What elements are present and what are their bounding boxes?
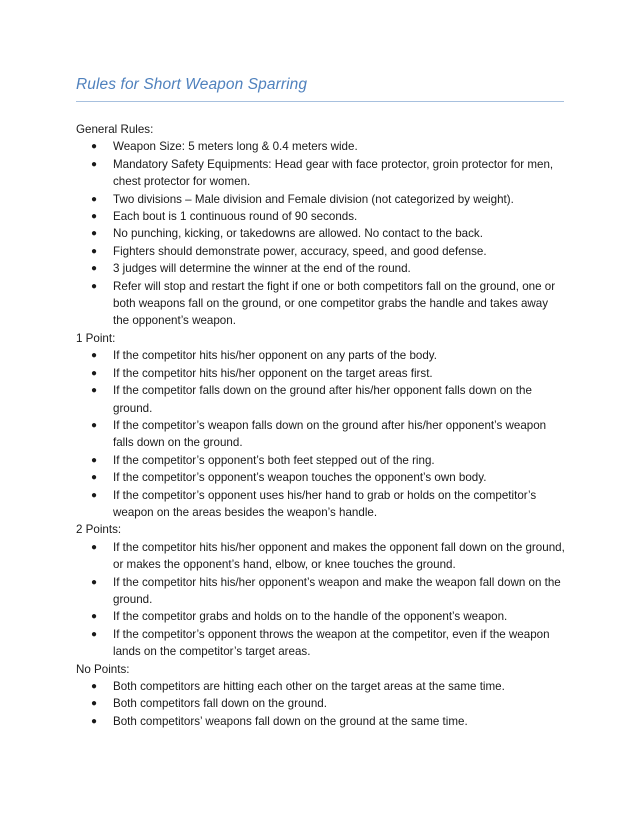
bullet-icon: ● bbox=[91, 245, 98, 257]
list-item bbox=[76, 678, 566, 695]
section-heading: General Rules: bbox=[76, 123, 154, 136]
rule-text: If the competitor’s opponent’s both feet stepped out of the ring. bbox=[113, 453, 435, 467]
list-item bbox=[76, 695, 566, 712]
bullet-icon: ● bbox=[91, 367, 98, 379]
list-item bbox=[76, 539, 566, 574]
bullet-icon: ● bbox=[91, 541, 98, 553]
list-item bbox=[76, 469, 566, 486]
bullet-icon: ● bbox=[91, 454, 98, 466]
bullet-icon: ● bbox=[91, 472, 98, 484]
bullet-icon: ● bbox=[91, 193, 98, 205]
bullet-icon: ● bbox=[91, 681, 98, 692]
rule-text: Mandatory Safety Equipments: Head gear with face protector, groin protector for men, chest protector for women. bbox=[113, 157, 554, 189]
rule-text: If the competitor’s opponent’s weapon touches the opponent’s own body. bbox=[113, 471, 487, 485]
bullet-icon: ● bbox=[91, 611, 98, 623]
rule-text: Refer will stop and restart the fight if one or both competitors fall on the ground, one or both weapons fall on the ground, or one competitor grabs the handle and takes away the opponent’s weapon. bbox=[113, 279, 556, 328]
list-item bbox=[76, 347, 566, 364]
rule-text: Both competitors fall down on the ground. bbox=[113, 697, 327, 711]
list-item bbox=[76, 574, 566, 609]
list-item bbox=[76, 382, 566, 417]
bullet-icon: ● bbox=[91, 350, 98, 362]
bullet-icon: ● bbox=[91, 489, 98, 501]
bullet-icon: ● bbox=[91, 263, 98, 275]
bullet-icon: ● bbox=[91, 698, 98, 710]
bullet-icon: ● bbox=[91, 280, 98, 292]
bullet-icon: ● bbox=[91, 228, 98, 240]
section-one-point bbox=[76, 330, 566, 521]
rule-text: If the competitor hits his/her opponent on any parts of the body. bbox=[113, 349, 437, 363]
list-item bbox=[76, 225, 566, 242]
rule-text: Each bout is 1 continuous round of 90 seconds. bbox=[113, 210, 358, 224]
list-item bbox=[76, 608, 566, 625]
rule-text: If the competitor hits his/her opponent on the target areas first. bbox=[113, 366, 433, 380]
list-item bbox=[76, 278, 566, 330]
list-item bbox=[76, 191, 566, 208]
bullet-icon: ● bbox=[91, 628, 98, 640]
rule-text: If the competitor’s opponent throws the weapon at the competitor, even if the weapon lands on the competitor’s target areas. bbox=[113, 627, 550, 659]
bullet-icon: ● bbox=[91, 419, 98, 431]
rule-text: Fighters should demonstrate power, accuracy, speed, and good defense. bbox=[113, 244, 487, 258]
title-underline-divider bbox=[76, 101, 564, 102]
rule-text: If the competitor hits his/her opponent’s weapon and make the weapon fall down on the ground. bbox=[113, 575, 561, 606]
rule-text: Two divisions – Male division and Female division (not categorized by weight). bbox=[113, 192, 514, 206]
rule-text: If the competitor’s opponent uses his/her hand to grab or holds on the competitor’s weapon on the areas besides the weapon’s handle. bbox=[113, 488, 537, 519]
bullet-icon: ● bbox=[91, 576, 98, 588]
rule-text: Both competitors’ weapons fall down on the ground at the same time. bbox=[113, 714, 468, 728]
rule-text: Both competitors are hitting each other on the target areas at the same time. bbox=[113, 680, 505, 693]
section-two-points bbox=[76, 521, 566, 660]
rule-text: If the competitor hits his/her opponent and makes the opponent fall down on the ground, or makes the opponent’s hand, elbow, or knee touches the ground. bbox=[113, 540, 565, 572]
section-general-rules bbox=[76, 121, 566, 330]
bullet-icon: ● bbox=[91, 715, 98, 727]
list-item bbox=[76, 138, 566, 155]
section-no-points bbox=[76, 661, 566, 731]
rule-list bbox=[76, 539, 566, 661]
list-item bbox=[76, 208, 566, 225]
rule-text: No punching, kicking, or takedowns are allowed. No contact to the back. bbox=[113, 227, 483, 241]
rule-text: Weapon Size: 5 meters long & 0.4 meters wide. bbox=[113, 140, 358, 154]
bullet-icon: ● bbox=[91, 211, 98, 223]
rule-list bbox=[76, 678, 566, 730]
list-item bbox=[76, 260, 566, 277]
list-item bbox=[76, 487, 566, 522]
list-item bbox=[76, 243, 566, 260]
list-item bbox=[76, 417, 566, 452]
bullet-icon: ● bbox=[91, 385, 98, 397]
list-item bbox=[76, 626, 566, 661]
list-item bbox=[76, 365, 566, 382]
section-heading: 2 Points: bbox=[76, 523, 122, 537]
section-heading: No Points: bbox=[76, 662, 130, 676]
list-item bbox=[76, 452, 566, 469]
rule-text: If the competitor’s weapon falls down on the ground after his/her opponent’s weapon falls down on the ground. bbox=[113, 418, 547, 450]
bullet-icon: ● bbox=[91, 141, 98, 153]
document-title: Rules for Short Weapon Sparring bbox=[76, 76, 308, 93]
list-item bbox=[76, 156, 566, 191]
rule-list bbox=[76, 138, 566, 329]
rule-list bbox=[76, 347, 566, 521]
section-heading: 1 Point: bbox=[76, 331, 116, 345]
rule-text: If the competitor grabs and holds on to the handle of the opponent’s weapon. bbox=[113, 610, 508, 624]
document-body bbox=[76, 121, 566, 730]
list-item bbox=[76, 713, 566, 730]
rule-text: If the competitor falls down on the ground after his/her opponent falls down on the ground. bbox=[113, 384, 532, 415]
rule-text: 3 judges will determine the winner at the end of the round. bbox=[113, 262, 411, 276]
bullet-icon: ● bbox=[91, 158, 98, 170]
